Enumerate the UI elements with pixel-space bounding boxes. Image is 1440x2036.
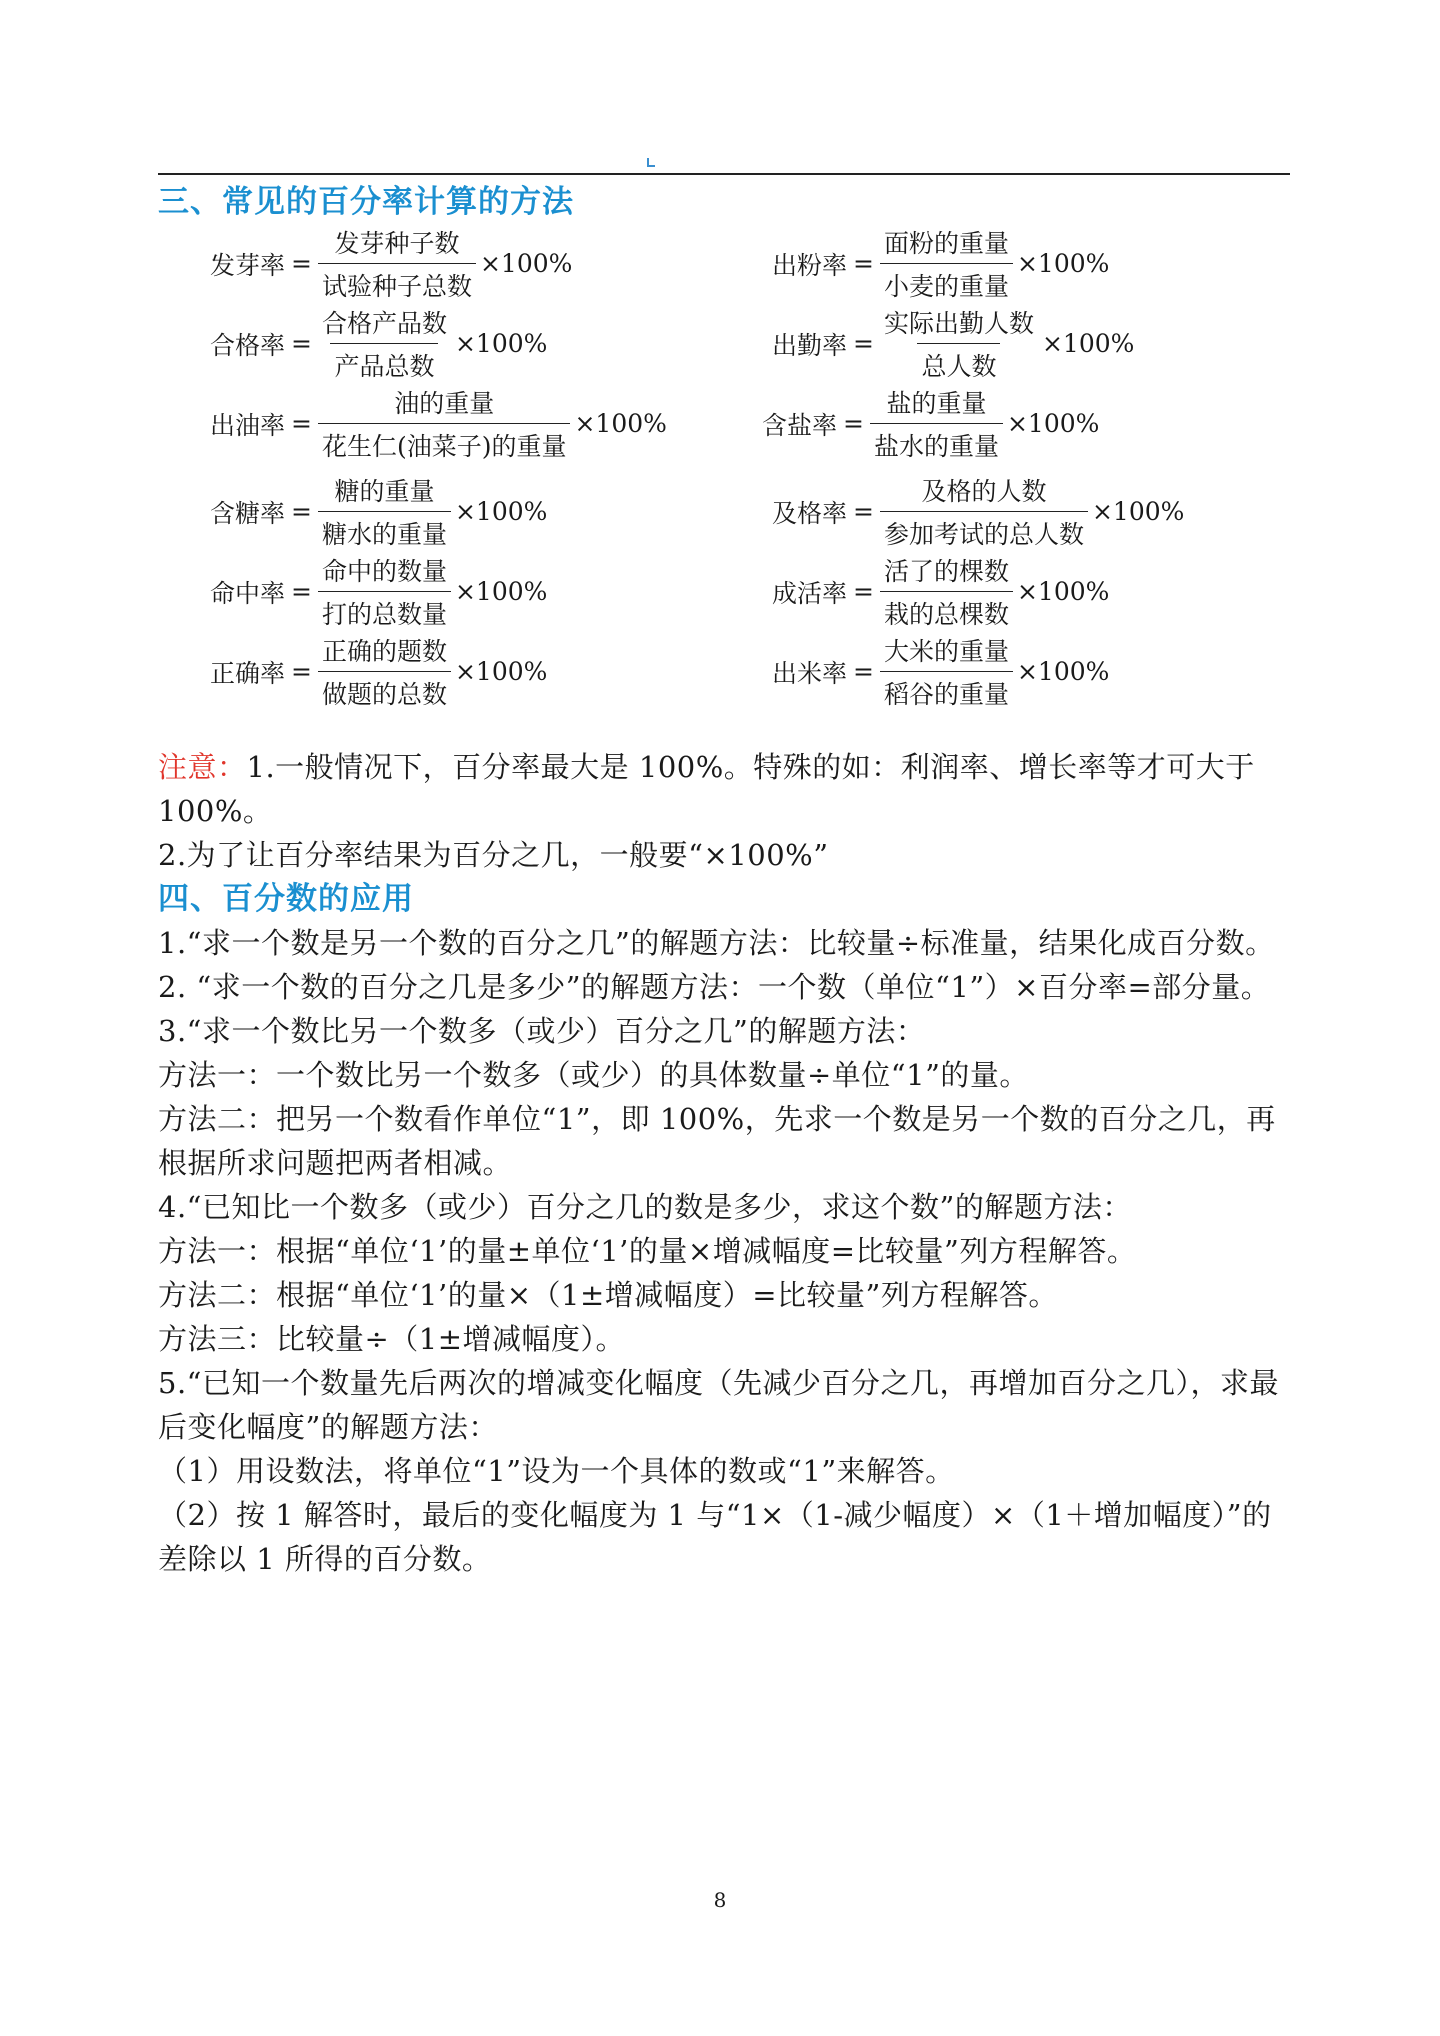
formula-numerator: 面粉的重量	[883, 229, 1009, 258]
formula-multiplier: ×100%	[454, 497, 548, 526]
header-mark	[647, 158, 655, 167]
paragraph: 3.“求一个数比另一个数多（或少）百分之几”的解题方法：	[158, 1014, 926, 1048]
formula-equals: =	[291, 249, 312, 278]
formula-name: 发芽率	[210, 250, 286, 280]
formula-multiplier: ×100%	[574, 409, 667, 438]
formula-fraction	[318, 632, 451, 711]
formula-denominator: 打的总数量	[318, 591, 451, 631]
formula-denominator: 试验种子总数	[318, 263, 476, 303]
formula-denominator: 参加考试的总人数	[880, 511, 1088, 551]
formula-denominator: 糖水的重量	[318, 511, 451, 551]
formula-multiplier: ×100%	[1006, 409, 1100, 438]
header-rule	[158, 173, 1290, 175]
formula-fraction	[870, 384, 1003, 463]
formula-numerator: 命中的数量	[321, 557, 447, 586]
formula-numerator: 盐的重量	[886, 389, 987, 418]
formula-equals: =	[853, 497, 874, 526]
paragraph: 1.“求一个数是另一个数的百分之几”的解题方法：比较量÷标准量，结果化成百分数。	[158, 926, 1275, 960]
formula-fraction	[880, 224, 1013, 303]
formula-name: 命中率	[210, 578, 286, 608]
formula-fraction	[318, 552, 451, 631]
formula-fraction	[880, 552, 1013, 631]
formula-denominator: 做题的总数	[318, 671, 451, 711]
section3-title: 三、常见的百分率计算的方法	[158, 184, 574, 220]
formula-oil-yield	[210, 384, 667, 463]
formula-name: 出勤率	[772, 330, 848, 360]
formula-accuracy	[210, 632, 547, 711]
formula-denominator: 栽的总棵数	[880, 591, 1013, 631]
formula-fraction	[318, 472, 451, 551]
formula-fraction	[318, 304, 451, 383]
formula-name: 出油率	[210, 410, 286, 440]
formula-germination	[210, 224, 572, 303]
formula-numerator: 大米的重量	[883, 637, 1009, 666]
formula-salt-content	[762, 384, 1099, 463]
formula-equals: =	[291, 329, 312, 358]
note-1-text: 1.一般情况下，百分率最大是 100%。特殊的如：利润率、增长率等才可大于 100%。	[158, 750, 1255, 828]
formula-numerator: 实际出勤人数	[883, 309, 1034, 338]
formula-sugar-content	[210, 472, 547, 551]
formula-numerator: 正确的题数	[321, 637, 447, 666]
note-1	[158, 745, 1293, 833]
formula-numerator: 发芽种子数	[334, 229, 460, 258]
paragraph: 4.“已知比一个数多（或少）百分之几的数是多少，求这个数”的解题方法：	[158, 1190, 1132, 1224]
formula-multiplier: ×100%	[1041, 329, 1135, 358]
formula-name: 合格率	[210, 330, 286, 360]
formula-multiplier: ×100%	[454, 329, 548, 358]
section4-title: 四、百分数的应用	[158, 881, 414, 917]
paragraph: 方法一：根据“单位‘1’的量±单位‘1’的量×增减幅度=比较量”列方程解答。	[158, 1234, 1137, 1268]
formula-name: 出米率	[772, 658, 848, 688]
formula-equals: =	[853, 577, 874, 606]
formula-multiplier: ×100%	[454, 577, 548, 606]
formula-denominator: 小麦的重量	[880, 263, 1013, 303]
formula-equals: =	[291, 497, 312, 526]
paragraph: 5.“已知一个数量先后两次的增减变化幅度（先减少百分之几，再增加百分之几），求最后变化幅度”的解题方法：	[158, 1366, 1279, 1444]
formula-numerator: 及格的人数	[921, 477, 1047, 506]
formula-fraction	[880, 304, 1038, 383]
paragraph: 方法一：一个数比另一个数多（或少）的具体数量÷单位“1”的量。	[158, 1058, 1029, 1092]
formula-multiplier: ×100%	[479, 249, 573, 278]
formula-pass-rate	[772, 472, 1184, 551]
formula-name: 出粉率	[772, 250, 848, 280]
formula-equals: =	[853, 249, 874, 278]
formula-denominator: 稻谷的重量	[880, 671, 1013, 711]
formula-numerator: 合格产品数	[321, 309, 447, 338]
formula-pass-quality	[210, 304, 547, 383]
note-label: 注意：	[158, 750, 247, 784]
formula-name: 含盐率	[762, 410, 838, 440]
formula-flour-yield	[772, 224, 1109, 303]
note-2: 2.为了让百分率结果为百分之几，一般要“×100%”	[158, 838, 829, 872]
paragraph: （1）用设数法，将单位“1”设为一个具体的数或“1”来解答。	[158, 1454, 955, 1488]
formula-equals: =	[291, 657, 312, 686]
paragraph: 方法三：比较量÷（1±增减幅度）。	[158, 1322, 626, 1356]
formula-attendance	[772, 304, 1134, 383]
formula-denominator: 盐水的重量	[870, 423, 1003, 463]
paragraph: 2. “求一个数的百分之几是多少”的解题方法：一个数（单位“1”）×百分率=部分量。	[158, 970, 1271, 1004]
formula-equals: =	[853, 657, 874, 686]
body-text	[158, 745, 1293, 1581]
formula-equals: =	[843, 409, 864, 438]
formula-name: 正确率	[210, 658, 286, 688]
formula-fraction	[318, 384, 571, 463]
formula-name: 含糖率	[210, 498, 286, 528]
formula-denominator: 花生仁(油菜子)的重量	[318, 423, 571, 463]
paragraph: （2）按 1 解答时，最后的变化幅度为 1 与“1×（1-减少幅度）×（1＋增加幅度）”的差除以 1 所得的百分数。	[158, 1498, 1272, 1576]
formula-fraction	[318, 224, 476, 303]
formula-equals: =	[291, 577, 312, 606]
paragraph: 方法二：把另一个数看作单位“1”，即 100%，先求一个数是另一个数的百分之几，再根据所求问题把两者相减。	[158, 1102, 1276, 1180]
formula-equals: =	[291, 409, 312, 438]
formula-hit-rate	[210, 552, 547, 631]
formula-multiplier: ×100%	[1016, 249, 1110, 278]
formula-name: 成活率	[772, 578, 848, 608]
formula-denominator: 产品总数	[330, 343, 438, 383]
formula-multiplier: ×100%	[454, 657, 548, 686]
formula-numerator: 糖的重量	[334, 477, 435, 506]
formula-numerator: 油的重量	[394, 389, 495, 418]
formula-denominator: 总人数	[917, 343, 1000, 383]
formula-survival-rate	[772, 552, 1109, 631]
formula-fraction	[880, 472, 1088, 551]
formula-equals: =	[853, 329, 874, 358]
formula-name: 及格率	[772, 498, 848, 528]
formula-multiplier: ×100%	[1016, 657, 1110, 686]
formula-numerator: 活了的棵数	[883, 557, 1009, 586]
paragraph: 方法二：根据“单位‘1’的量×（1±增减幅度）=比较量”列方程解答。	[158, 1278, 1058, 1312]
formula-rice-yield	[772, 632, 1109, 711]
formula-multiplier: ×100%	[1091, 497, 1185, 526]
page-number: 8	[713, 1888, 727, 1912]
formula-multiplier: ×100%	[1016, 577, 1110, 606]
formula-fraction	[880, 632, 1013, 711]
